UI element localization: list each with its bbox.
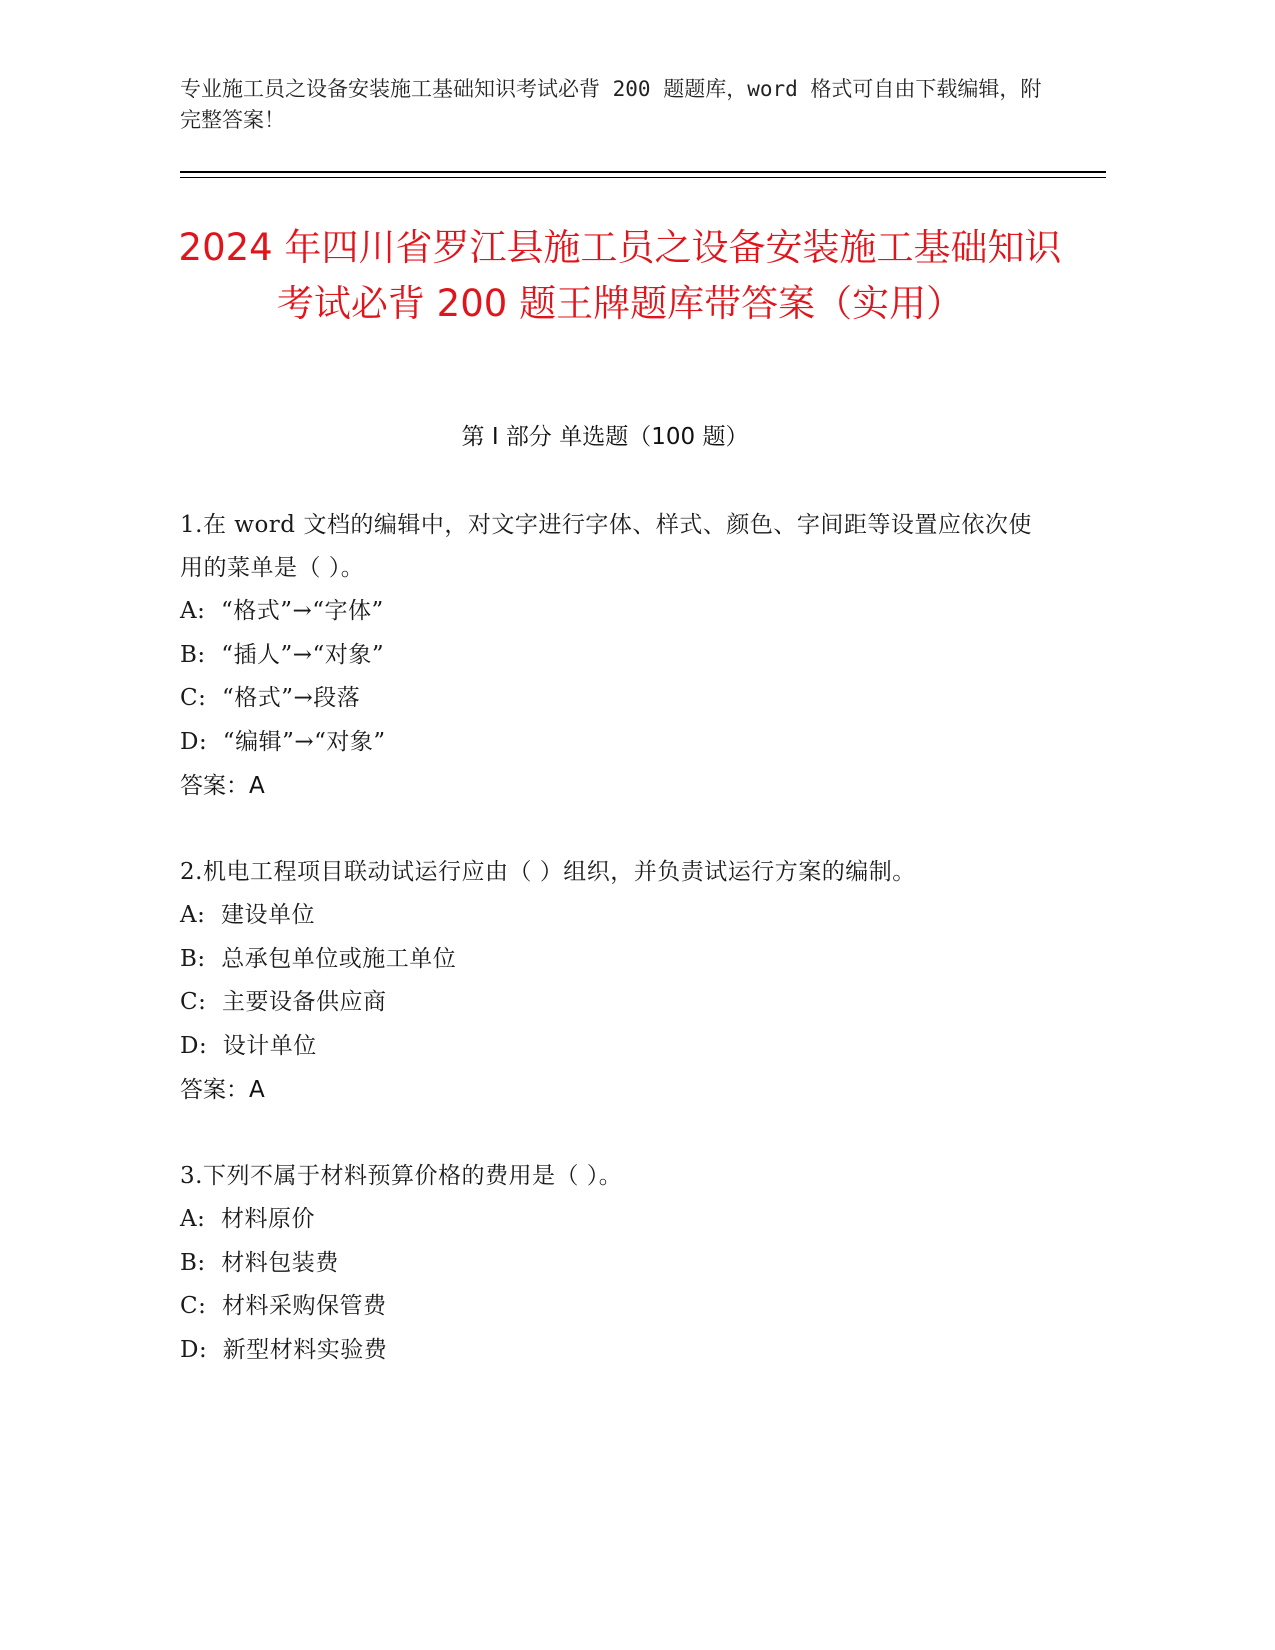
answer-label: 答案：A <box>180 773 265 799</box>
question-stem: 1.在 word 文档的编辑中，对文字进行字体、样式、颜色、字间距等设置应依次使用的菜单是（ ）。 <box>180 512 1032 581</box>
header-divider-thick <box>180 171 1106 173</box>
section-title: 第 I 部分 单选题（100 题） <box>461 424 749 450</box>
question-3 <box>180 1155 1040 1372</box>
option-d: D: 新型材料实验费 <box>180 1336 388 1363</box>
option-d: D: “编辑”→“对象” <box>180 728 386 755</box>
option-d: D: 设计单位 <box>180 1032 317 1059</box>
question-2 <box>180 851 1040 1112</box>
option-a: A: “格式”→“字体” <box>180 598 384 624</box>
question-stem: 2.机电工程项目联动试运行应由（ ）组织，并负责试运行方案的编制。 <box>180 859 916 885</box>
question-stem: 3.下列不属于材料预算价格的费用是（ ）。 <box>180 1163 623 1189</box>
option-a: A: 材料原价 <box>180 1206 315 1232</box>
option-b: B: 总承包单位或施工单位 <box>180 945 457 972</box>
option-a: A: 建设单位 <box>180 902 315 928</box>
option-c: C: 材料采购保管费 <box>180 1293 387 1319</box>
option-c: C: “格式”→段落 <box>180 685 361 711</box>
option-c: C: 主要设备供应商 <box>180 989 387 1015</box>
header-divider-thin <box>180 177 1106 178</box>
header-note: 专业施工员之设备安装施工基础知识考试必背 200 题题库，word 格式可自由下载编辑，附完整答案！ <box>180 77 1042 132</box>
answer-label: 答案：A <box>180 1077 265 1103</box>
question-1 <box>180 504 1040 808</box>
option-b: B: 材料包装费 <box>180 1249 339 1276</box>
document-title: 2024 年四川省罗江县施工员之设备安装施工基础知识考试必背 200 题王牌题库带答案（实用） <box>178 226 1062 325</box>
option-b: B: “插人”→“对象” <box>180 641 385 668</box>
question-list <box>180 504 1040 1415</box>
